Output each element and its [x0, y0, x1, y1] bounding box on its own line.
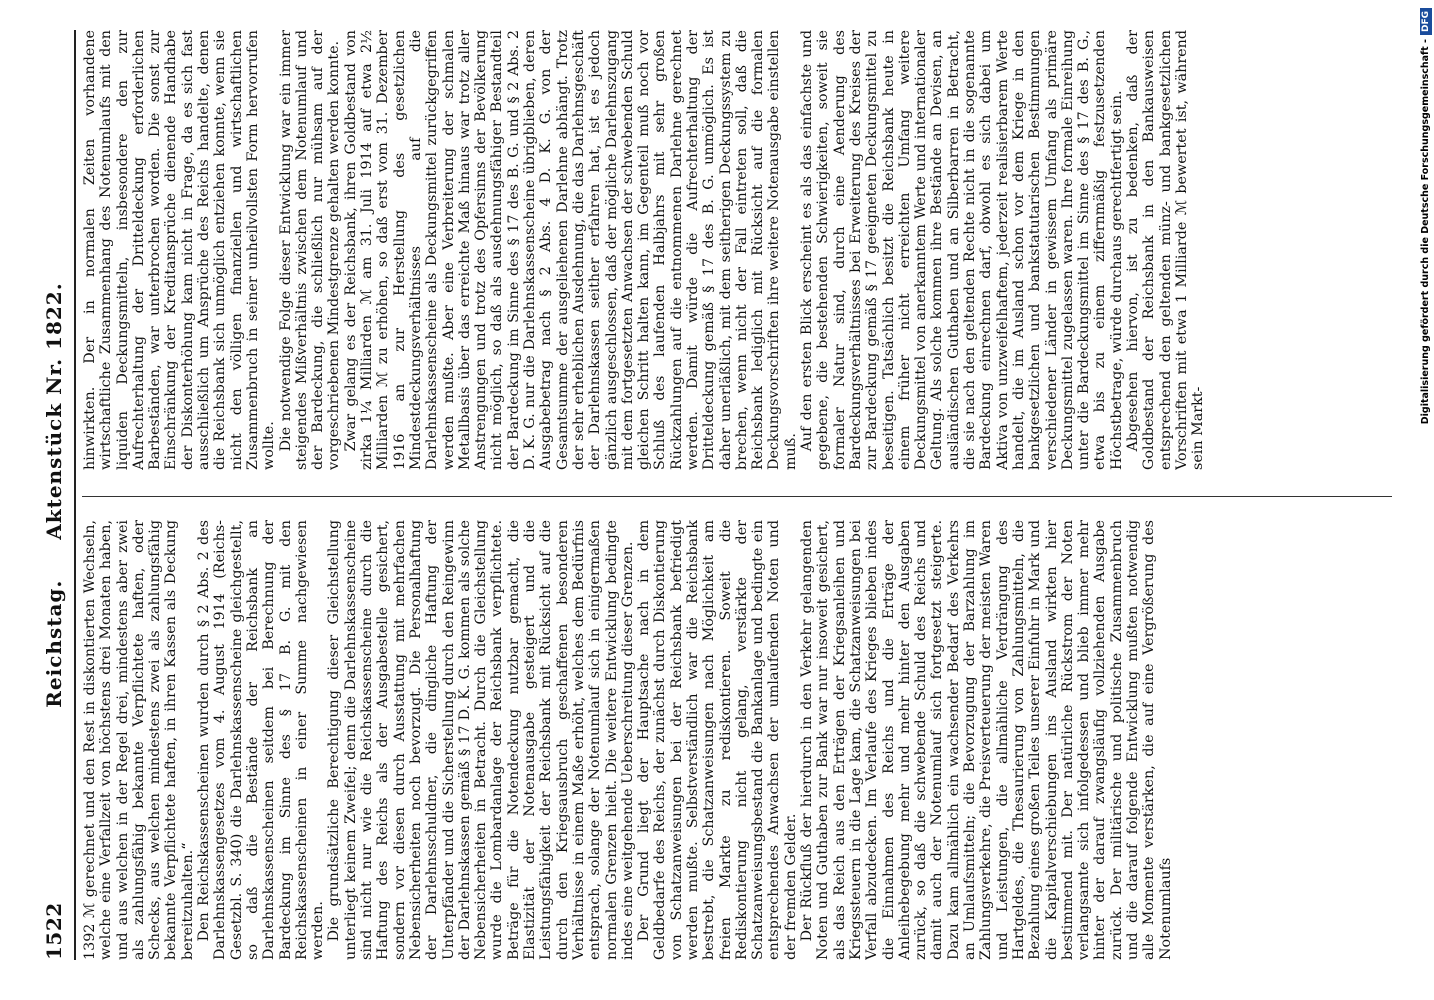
- header-title-right: Aktenstück Nr. 1822.: [42, 282, 66, 540]
- digitization-credit: [1420, 8, 1432, 988]
- paragraph: Die notwendige Folge dieser Entwicklung war ein immer steigendes Mißverhältnis zwischen dem Notenumlauf und der Bardeckung, die schließlich nur mühsam auf der vorgeschriebenen Mindestgrenze gehalten werden konnte.: [277, 30, 343, 470]
- text-column-right: [82, 30, 1402, 470]
- header-rule: [74, 30, 76, 960]
- paragraph: Der Grund liegt der Hauptsache nach in dem Geldbedarfe des Reichs, der zunächst durch Diskontierung von Schatzanweisungen bei der Reichsbank befriedigt werden mußte. Selbstverständlich war die Reichsbank bestrebt, die Schatzanweisungen nach Möglichkeit am freien Markte zu rediskontieren. Soweit die Rediskontierung nicht gelang, verstärkte der Schatzanweisungsbestand die Bankanlage und bedingte ein entsprechendes Anwachsen der umlaufenden Noten und der fremden Gelder.: [636, 520, 799, 960]
- page-number: 1522: [42, 902, 66, 960]
- paragraph: Abgesehen hiervon, ist zu bedenken, daß der Goldbestand der Reichsbank in den Bankausweisen entsprechend den geltenden münz- und bankgesetzlichen Vorschriften mit etwa 1 Milliarde ℳ bewertet ist, während sein Markt-: [1125, 30, 1207, 470]
- paragraph: Die grundsätzliche Berechtigung dieser Gleichstellung unterliegt keinem Zweifel; denn die Darlehnskassenscheine sind nicht nur wie die Reichskassenscheine durch die Haftung des Reichs als der Ausgabestelle gesichert, sondern vor diesen durch Ausstattung mit mehrfachen Nebensicherheiten noch bevorzugt. Die Personalhaftung der Darlehnsschuldner, die dingliche Haftung der Unterpfänder und die Sicherstellung durch den Reingewinn der Darlehnskassen gemäß § 17 D. K. G. kommen als solche Nebensicherheiten in Betracht. Durch die Gleichstellung wurde die Lombardanlage der Reichsbank verpflichtete. Beträge für die Notendeckung nutzbar gemacht, die Elastizität der Notenausgabe gesteigert und die Leistungsfähigkeit der Reichsbank mit Rücksicht auf die durch den Kriegsausbruch geschaffenen besonderen Verhältnisse in einem Maße erhöht, welches dem Bedürfnis entsprach, solange der Notenumlauf sich in einigermaßen normalen Grenzen hielt. Die weitere Entwicklung bedingte indes eine weitgehende Ueberschreitung dieser Grenzen.: [326, 520, 636, 960]
- header-title: [42, 30, 66, 960]
- paragraph: Zwar gelang es der Reichsbank, ihren Goldbestand von zirka 1¼ Milliarden ℳ am 31. Juli 1914 auf etwa 2½ Milliarden ℳ zu erhöhen, so daß erst vom 31. Dezember 1916 an zur Herstellung des gesetzlichen Mindestdeckungsverhältnisses auf die Darlehnskassenscheine als Deckungsmittel zurückgegriffen werden mußte. Aber eine Verbreiterung der schmalen Metallbasis über das erreichte Maß hinaus war trotz aller Anstrengungen und trotz des Opfersinns der Bevölkerung nicht möglich, so daß als ausdehnungsfähiger Bestandteil der Bardeckung im Sinne des § 17 des B. G. und § 2 Abs. 2 D. K. G. nur die Darlehnskassenscheine übrigblieben, deren Ausgabebetrag nach § 2 Abs. 4 D. K. G. von der Gesamtsumme der ausgeliehenen Darlehne abhängt. Trotz der sehr erheblichen Ausdehnung, die das Darlehnsgeschäft der Darlehnskassen seither erfahren hat, ist es jedoch gänzlich ausgeschlossen, daß der mögliche Darlehnszugang mit dem fortgesetzten Anwachsen der schwebenden Schuld gleichen Schritt halten kann, im Gegenteil muß noch vor Schluß des laufenden Halbjahrs mit sehr großen Rückzahlungen auf die entnommenen Darlehne gerechnet werden. Damit würde die Aufrechterhaltung der Dritteldeckung gemäß § 17 des B. G. unmöglich. Es ist daher unerläßlich, mit dem seitherigen Deckungssystem zu brechen, wenn nicht der Fall eintreten soll, daß die Reichsbank lediglich mit Rücksicht auf die formalen Deckungsvorschriften ihre weitere Notenausgabe einstellen muß.: [342, 30, 799, 470]
- rotated-document-page: [38, 30, 1418, 960]
- paragraph: Auf den ersten Blick erscheint es als das einfachste und gegebene, die bestehenden Schwierigkeiten, soweit sie formaler Natur sind, durch eine Aenderung des Bardeckungsverhältnisses bei Erweiterung des Kreises der zur Bardeckung gemäß § 17 geeigneten Deckungsmittel zu beseitigen. Tatsächlich besitzt die Reichsbank heute in einem früher nicht erreichten Umfang weitere Deckungsmittel von anerkanntem Werte und internationaler Geltung. Als solche kommen ihre Bestände an Devisen, an ausländischen Guthaben und an Silberbarren in Betracht, die sie nach den geltenden Rechte nicht in die sogenannte Bardeckung einrechnen darf, obwohl es sich dabei um Aktiva von unzweifelhaftem, jederzeit realisierbarem Werte handelt, die im Ausland schon vor dem Kriege in den bankgesetzlichen und bankstatutarischen Bestimmungen verschiedener Länder in gewissem Umfang als primäre Deckungsmittel zugelassen waren. Ihre formale Einreihung unter die Bardeckungsmittel im Sinne des § 17 des B. G., etwa bis zu einem ziffernmäßig festzusetzenden Höchstbetrage, würde durchaus gerechtfertigt sein.: [799, 30, 1125, 470]
- page-header: [38, 30, 72, 960]
- credit-text: Digitalisierung gefördert durch die Deutsche Forschungsgemeinschaft -: [1420, 39, 1431, 425]
- text-column-left: [82, 520, 1402, 960]
- paragraph: 1392 ℳ gerechnet und den Rest in diskontierten Wechseln, welche eine Verfallzeit von höchstens drei Monaten haben, und aus welchen in der Regel drei, mindestens aber zwei als zahlungsfähig bekannte Verpflichtete haften, oder Schecks, aus welchen mindestens zwei als zahlungsfähig bekannte Verpflichtete haften, in ihren Kassen als Deckung bereitzuhalten.“: [82, 520, 196, 960]
- column-divider: [82, 496, 1392, 497]
- paragraph: hinwirkten. Der in normalen Zeiten vorhandene wirtschaftliche Zusammenhang des Notenumlaufs mit den liquiden Deckungsmitteln, insbesondere den zur Aufrechterhaltung der Dritteldeckung erforderlichen Barbeständen, war unterbrochen worden. Die sonst zur Einschränkung der Kreditansprüche dienende Handhabe der Diskonterhöhung kam nicht in Frage, da es sich fast ausschließlich um Ansprüche des Reichs handelte, denen die Reichsbank sich unmöglich entziehen konnte, wenn sie nicht den völligen finanziellen und wirtschaftlichen Zusammenbruch in seiner unheilvollsten Form hervorrufen wollte.: [82, 30, 278, 470]
- header-title-left: Reichstag.: [42, 579, 66, 708]
- paragraph: Der Rückfluß der hierdurch in den Verkehr gelangenden Noten und Guthaben zur Bank war nur insoweit gesichert, als das Reich aus den Erträgen der Kriegsanleihen und Kriegssteuern in die Lage kam, die Schatzanweisungen bei Verfall abzudecken. Im Verlaufe des Krieges blieben indes die Einnahmen des Reichs und die Erträge der Anleihebegebung mehr und mehr hinter den Ausgaben zurück, so daß die schwebende Schuld des Reichs und damit auch der Notenumlauf sich fortgesetzt steigerte. Dazu kam allmählich ein wachsender Bedarf des Verkehrs an Umlaufsmitteln; die Bevorzugung der Barzahlung im Zahlungsverkehre, die Preisverteuerung der meisten Waren und Leistungen, die allmähliche Verdrängung des Hartgeldes, die Thesaurierung von Zahlungsmitteln, die Bezahlung eines großen Teiles unserer Einfuhr in Mark und die Kapitalverschiebungen ins Ausland wirkten hier bestimmend mit. Der natürliche Rückstrom der Noten verlangsamte sich infolgedessen und blieb immer mehr hinter der darauf zwangsläufig vollziehenden Ausgabe zurück. Der militärische und politische Zusammenbruch und die darauf folgende Entwicklung mußten notwendig alle Momente verstärken, die auf eine Vergrößerung des Notenumlaufs: [799, 520, 1174, 960]
- dfg-logo: DFG: [1420, 8, 1432, 35]
- paragraph: Den Reichskassenscheinen wurden durch § 2 Abs. 2 des Darlehnskassengesetzes vom 4. August 1914 (Reichs-Gesetzbl. S. 340) die Darlehnskassenscheine gleichgestellt, so daß die Bestände der Reichsbank an Darlehnskassenscheinen seitdem bei Berechnung der Bardeckung im Sinne des § 17 B. G. mit den Reichskassenscheinen in einer Summe nachgewiesen werden.: [196, 520, 327, 960]
